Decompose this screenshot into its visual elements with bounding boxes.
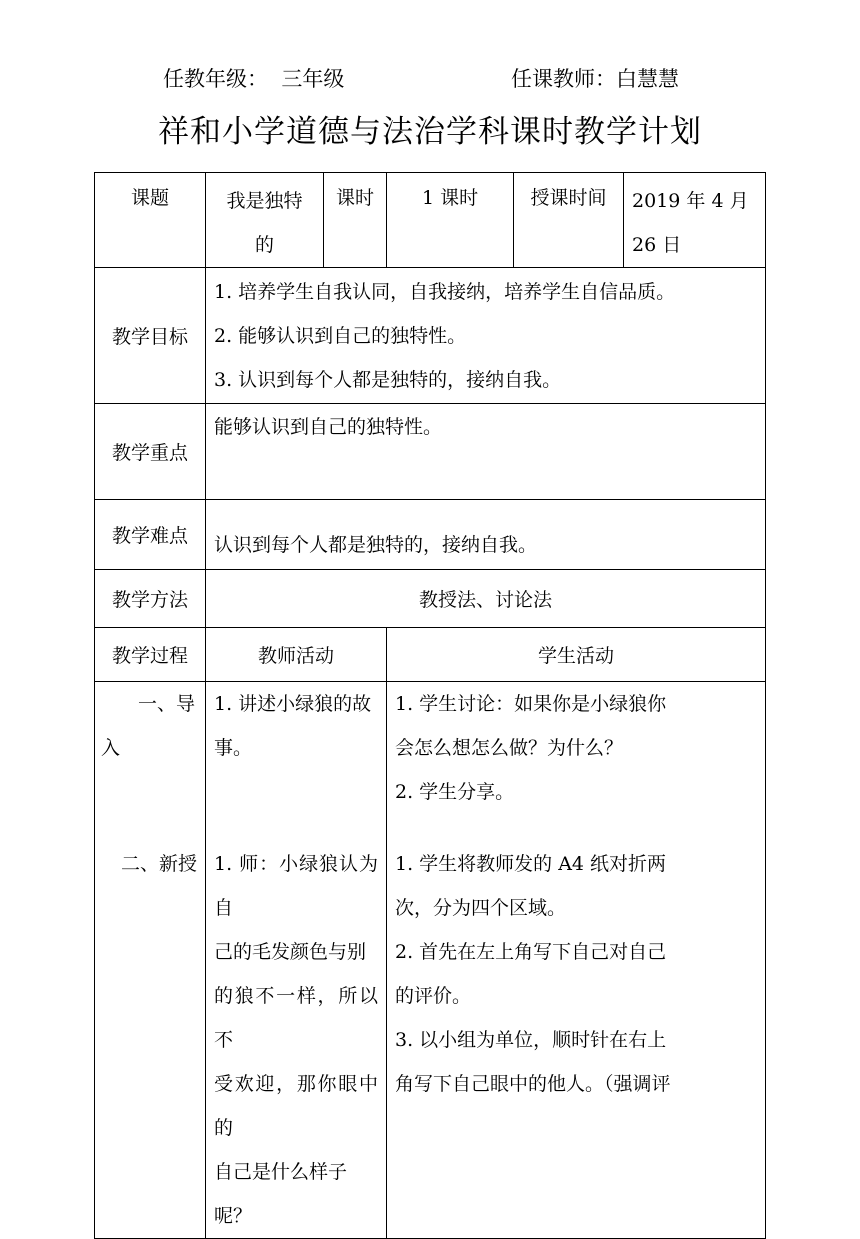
objective-item: 2. 能够认识到自己的独特性。 bbox=[214, 325, 467, 347]
period-value-cell bbox=[387, 173, 514, 268]
objectives-label: 教学目标 bbox=[95, 268, 206, 404]
student-line: 次，分为四个区域。 bbox=[395, 897, 567, 919]
topic-value-cell bbox=[206, 173, 324, 268]
difficulty-row bbox=[95, 500, 766, 570]
topic-label: 课题 bbox=[130, 187, 169, 209]
process-label: 教学过程 bbox=[95, 628, 206, 682]
student-activity-header: 学生活动 bbox=[387, 628, 766, 682]
method-label: 教学方法 bbox=[95, 570, 206, 628]
student-line: 3. 以小组为单位，顺时针在右上 bbox=[395, 1029, 667, 1051]
difficulty-value: 认识到每个人都是独特的，接纳自我。 bbox=[206, 500, 766, 570]
stage-intro-line1: 一、导 bbox=[137, 693, 195, 715]
difficulty-label: 教学难点 bbox=[95, 500, 206, 570]
date-label-cell bbox=[514, 173, 624, 268]
grade-value: 三年级 bbox=[281, 67, 345, 91]
student-line: 角写下自己眼中的他人。（强调评 bbox=[395, 1073, 671, 1095]
period-label-cell bbox=[324, 173, 387, 268]
date-value-line1: 2019 年 4 月 bbox=[632, 190, 749, 212]
student-line: 1. 学生将教师发的 A4 纸对折两 bbox=[395, 853, 667, 875]
key-point-row bbox=[95, 404, 766, 500]
method-row bbox=[95, 570, 766, 628]
period-label: 课时 bbox=[335, 187, 374, 209]
date-value-line2: 26 日 bbox=[632, 234, 682, 256]
objectives-row bbox=[95, 268, 766, 404]
date-value-cell bbox=[624, 173, 766, 268]
lesson-plan-table bbox=[94, 172, 766, 1239]
teacher-line: 呢？ bbox=[214, 1205, 253, 1227]
date-label: 授课时间 bbox=[530, 187, 607, 209]
stage-cell bbox=[95, 682, 206, 1239]
teacher-line bbox=[511, 63, 679, 93]
teacher-line: 己的毛发颜色与别 bbox=[214, 941, 367, 963]
student-line: 的评价。 bbox=[395, 985, 472, 1007]
teacher-line: 1. 师：小绿狼认为自 bbox=[214, 853, 378, 919]
grade-line bbox=[163, 63, 344, 93]
stage-intro-line2: 入 bbox=[101, 737, 121, 759]
key-point-label: 教学重点 bbox=[95, 404, 206, 500]
grade-label: 任教年级： bbox=[163, 67, 268, 91]
info-row bbox=[95, 173, 766, 268]
teacher-label: 任课教师： bbox=[511, 67, 616, 91]
objective-item: 1. 培养学生自我认同，自我接纳，培养学生自信品质。 bbox=[214, 281, 676, 303]
stage-new: 二、新授 bbox=[120, 853, 197, 875]
page-title: 祥和小学道德与法治学科课时教学计划 bbox=[158, 114, 702, 150]
student-activity-cell bbox=[387, 682, 766, 1239]
student-line: 1. 学生讨论：如果你是小绿狼你 bbox=[395, 693, 667, 715]
objective-item: 3. 认识到每个人都是独特的，接纳自我。 bbox=[214, 369, 562, 391]
objectives-cell bbox=[206, 268, 766, 404]
stage-intro bbox=[95, 682, 205, 770]
process-steps-row bbox=[95, 682, 766, 1239]
period-value: 1 课时 bbox=[421, 187, 479, 209]
teacher-line: 自己是什么样子 bbox=[214, 1161, 348, 1183]
student-line: 2. 学生分享。 bbox=[395, 781, 515, 803]
teacher-line: 受欢迎，那你眼中的 bbox=[214, 1073, 378, 1139]
topic-value-line1: 我是独特 bbox=[226, 190, 303, 212]
topic-label-cell bbox=[95, 173, 206, 268]
teacher-line: 的狼不一样，所以不 bbox=[214, 985, 378, 1051]
process-header-row bbox=[95, 628, 766, 682]
student-line: 会怎么想怎么做？为什么？ bbox=[395, 737, 624, 759]
teacher-activity-cell bbox=[206, 682, 387, 1239]
method-value: 教授法、讨论法 bbox=[206, 570, 766, 628]
teacher-line: 1. 讲述小绿狼的故 bbox=[214, 693, 372, 715]
teacher-value: 白慧慧 bbox=[616, 67, 679, 91]
topic-value-line2: 的 bbox=[254, 234, 274, 256]
key-point-value: 能够认识到自己的独特性。 bbox=[206, 404, 766, 500]
teacher-line: 事。 bbox=[214, 737, 253, 759]
teacher-activity-header: 教师活动 bbox=[206, 628, 387, 682]
student-line: 2. 首先在左上角写下自己对自己 bbox=[395, 941, 667, 963]
